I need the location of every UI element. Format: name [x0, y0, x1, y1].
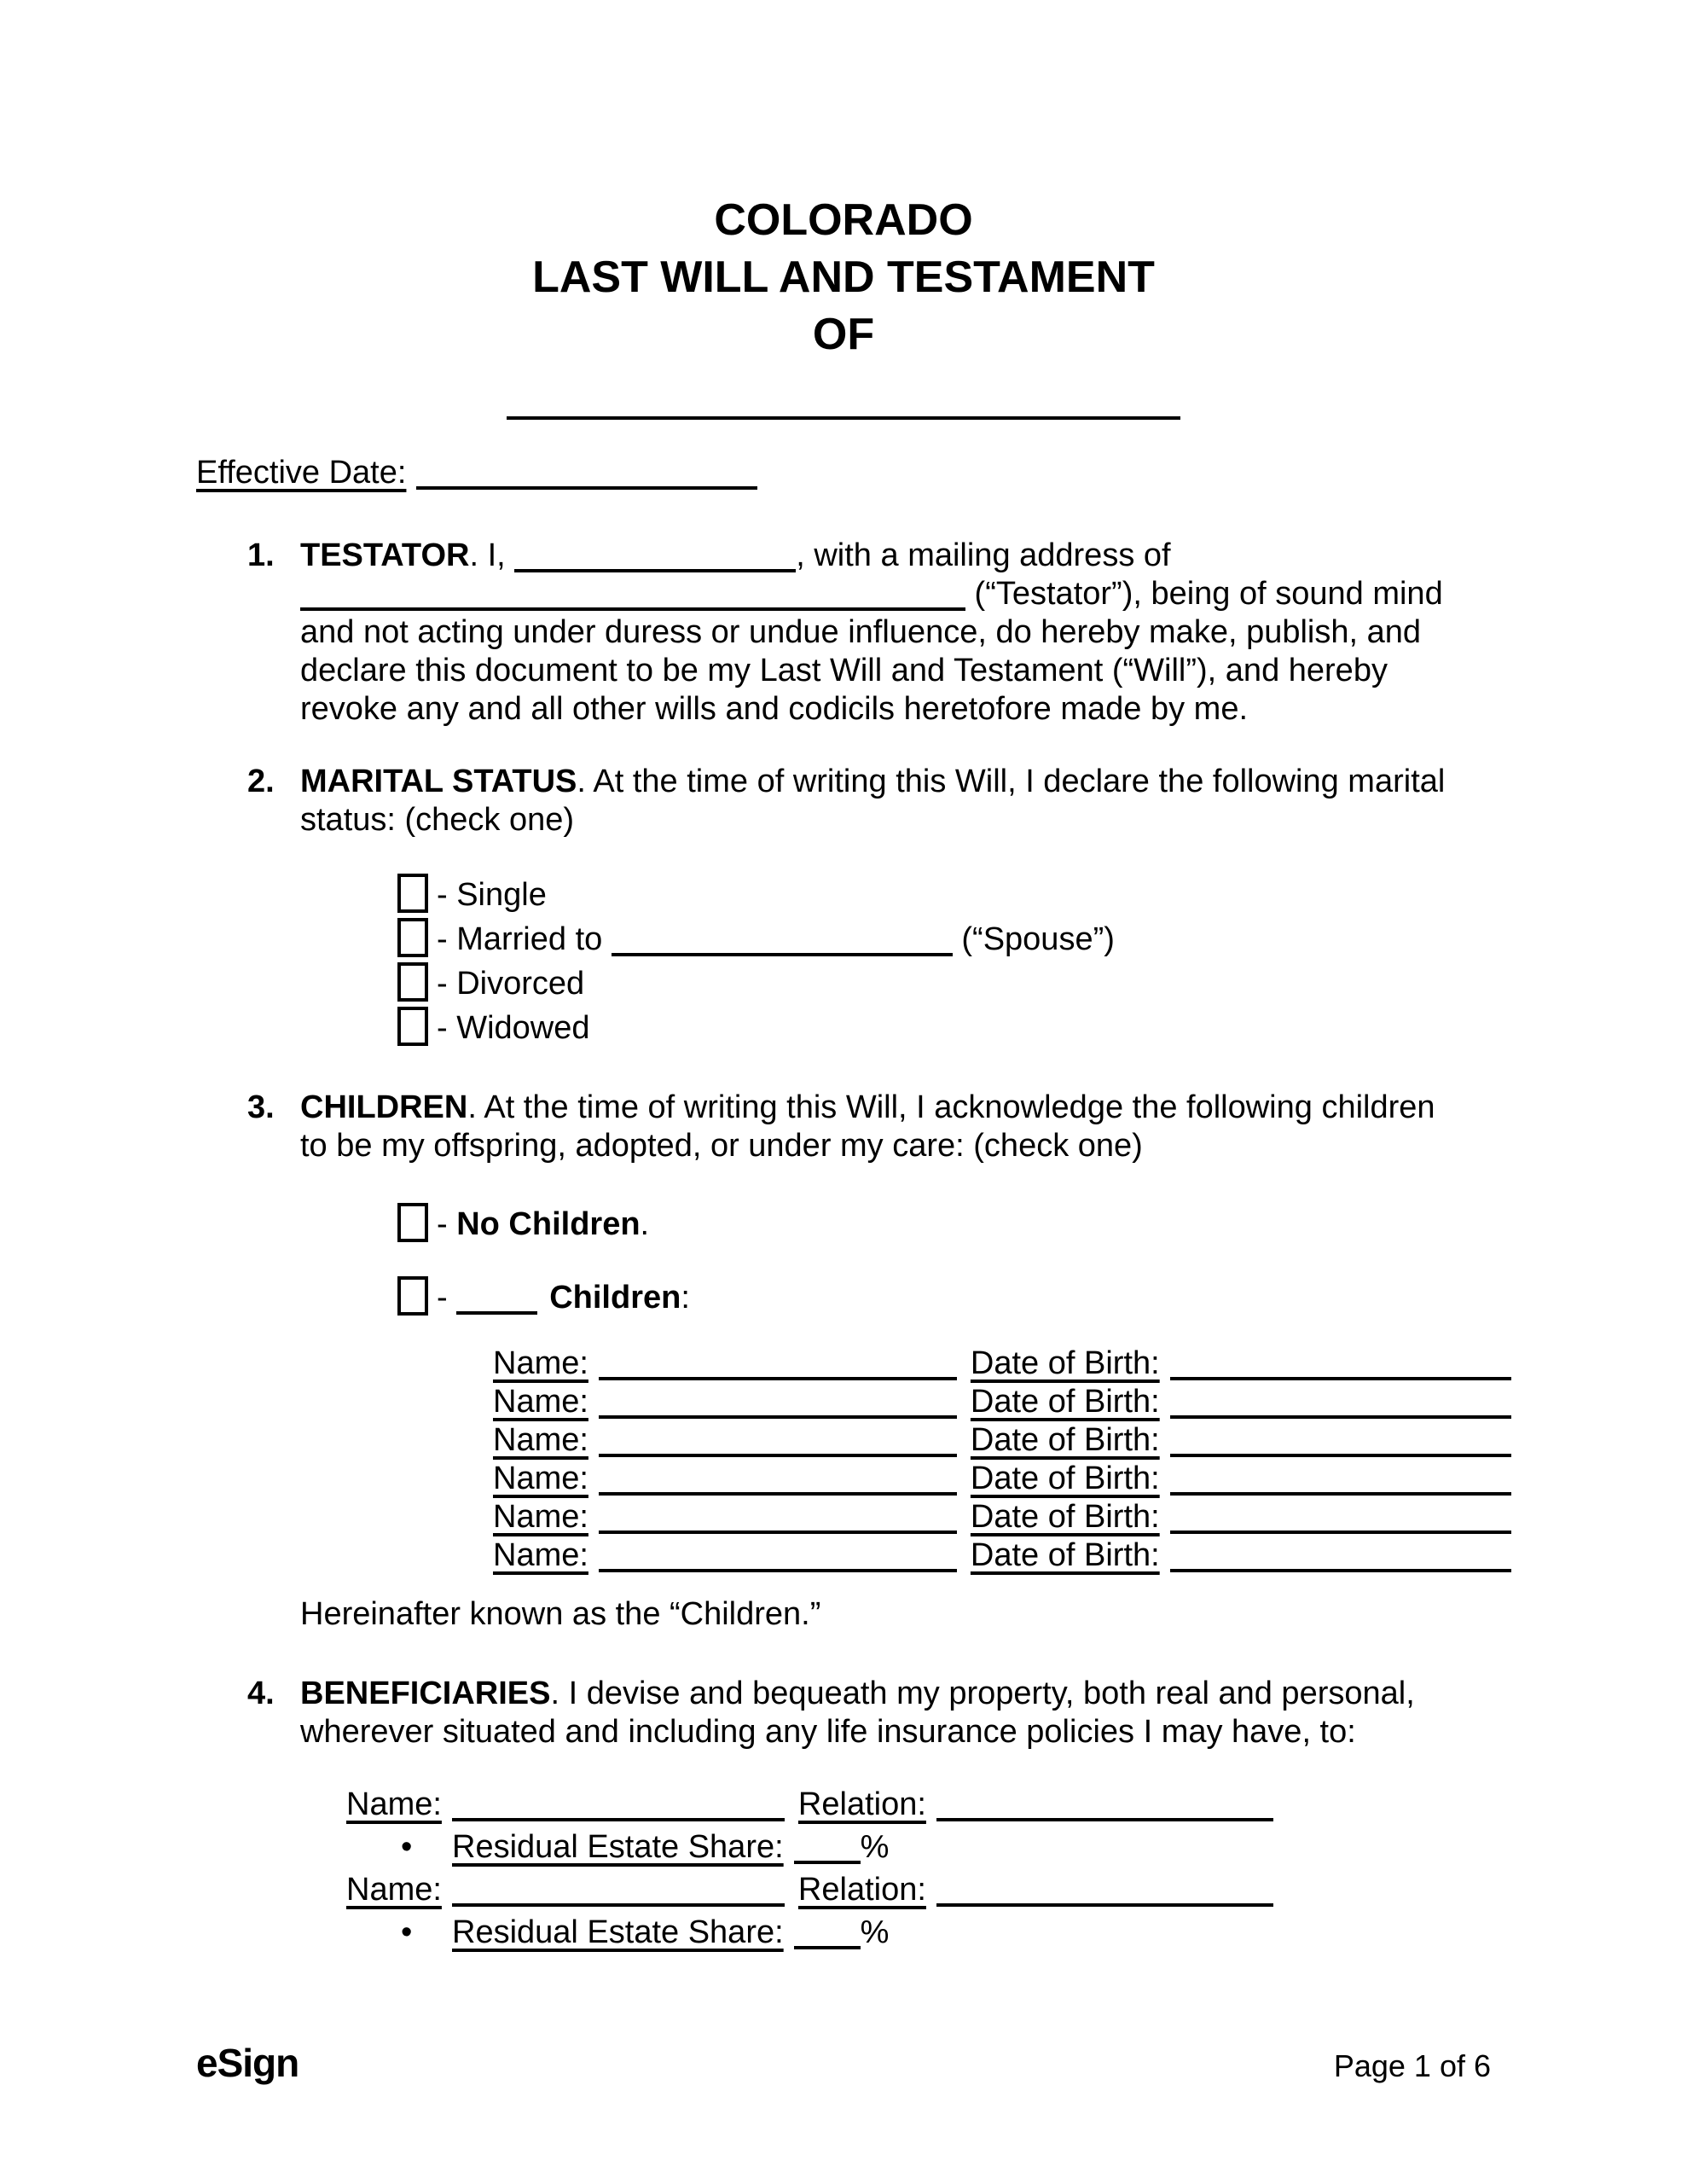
- marital-option-single: [397, 874, 1491, 918]
- beneficiary-relation-blank[interactable]: [936, 1873, 1273, 1907]
- child-dob-label: Date of Birth:: [970, 1461, 1160, 1496]
- spouse-label: (“Spouse”): [952, 921, 1115, 957]
- residual-share-label: Residual Estate Share:: [452, 1914, 784, 1950]
- child-row: [493, 1383, 1491, 1421]
- children-list: [493, 1345, 1491, 1575]
- child-name-blank[interactable]: [599, 1385, 957, 1419]
- section-3-heading: CHILDREN: [300, 1089, 468, 1125]
- child-row: [493, 1536, 1491, 1575]
- no-children-label: No Children: [456, 1206, 641, 1242]
- title-line-3: OF: [812, 310, 875, 359]
- children-count-dash: -: [437, 1280, 457, 1316]
- section-2-number: 2.: [247, 764, 275, 799]
- child-dob-blank[interactable]: [1170, 1538, 1511, 1572]
- child-name-blank[interactable]: [599, 1538, 957, 1572]
- child-name-blank[interactable]: [599, 1500, 957, 1534]
- residual-share-row: [346, 1914, 1491, 1956]
- marital-status-options: [397, 874, 1491, 1051]
- residual-share-blank[interactable]: [794, 1830, 861, 1864]
- no-children-period: .: [640, 1206, 650, 1242]
- section-1-text: declare this document to be my Last Will and Testament (“Will”), and hereby: [300, 653, 1388, 688]
- child-row: [493, 1498, 1491, 1536]
- document-title: [196, 192, 1491, 363]
- title-line-2: LAST WILL AND TESTAMENT: [532, 253, 1155, 302]
- spouse-name-blank[interactable]: [612, 922, 953, 956]
- single-checkbox[interactable]: [397, 874, 428, 913]
- child-dob-label: Date of Birth:: [970, 1499, 1160, 1535]
- beneficiary-name-label: Name:: [346, 1872, 442, 1908]
- effective-date-blank[interactable]: [416, 456, 757, 490]
- section-4-text: . I devise and bequeath my property, both real and personal,: [550, 1676, 1415, 1711]
- section-1-heading: TESTATOR: [300, 537, 470, 573]
- title-line-1: COLORADO: [714, 195, 973, 245]
- percent-sign: %: [860, 1914, 890, 1950]
- child-dob-blank[interactable]: [1170, 1423, 1511, 1457]
- child-row: [493, 1345, 1491, 1383]
- hereinafter-note: Hereinafter known as the “Children.”: [300, 1596, 821, 1632]
- section-1-text: and not acting under duress or undue influence, do hereby make, publish, and: [300, 614, 1422, 650]
- section-testator: [247, 537, 1491, 729]
- child-row: [493, 1460, 1491, 1498]
- residual-share-row: [346, 1828, 1491, 1871]
- child-name-label: Name:: [493, 1499, 588, 1535]
- beneficiaries-list: [346, 1786, 1491, 1956]
- section-4-number: 4.: [247, 1676, 275, 1711]
- child-name-label: Name:: [493, 1537, 588, 1573]
- divorced-label: - Divorced: [437, 966, 585, 1002]
- testator-title-name-blank[interactable]: [507, 386, 1180, 420]
- divorced-checkbox[interactable]: [397, 962, 428, 1002]
- children-count-colon: :: [681, 1280, 690, 1316]
- beneficiary-name-blank[interactable]: [452, 1873, 785, 1907]
- child-name-label: Name:: [493, 1384, 588, 1420]
- child-name-label: Name:: [493, 1422, 588, 1458]
- marital-option-divorced: [397, 962, 1491, 1007]
- section-beneficiaries: [247, 1675, 1491, 1751]
- bullet-icon: •: [401, 1914, 413, 1950]
- section-2-heading: MARITAL STATUS: [300, 764, 577, 799]
- residual-share-label: Residual Estate Share:: [452, 1829, 784, 1865]
- bullet-icon: •: [401, 1829, 413, 1865]
- children-count-label: Children: [549, 1280, 681, 1316]
- child-name-blank[interactable]: [599, 1346, 957, 1380]
- section-4-text: wherever situated and including any life insurance policies I may have, to:: [300, 1714, 1356, 1750]
- percent-sign: %: [860, 1829, 890, 1865]
- widowed-checkbox[interactable]: [397, 1007, 428, 1046]
- children-count-checkbox[interactable]: [397, 1276, 428, 1316]
- section-1-text: revoke any and all other wills and codicils heretofore made by me.: [300, 691, 1249, 727]
- section-children: [247, 1089, 1491, 1165]
- no-children-option: [397, 1203, 1491, 1247]
- section-1-text: (“Testator”), being of sound mind: [965, 576, 1443, 612]
- child-dob-label: Date of Birth:: [970, 1537, 1160, 1573]
- children-count-option: [397, 1276, 1491, 1321]
- child-name-label: Name:: [493, 1345, 588, 1381]
- child-dob-label: Date of Birth:: [970, 1384, 1160, 1420]
- section-3-number: 3.: [247, 1089, 275, 1125]
- child-dob-blank[interactable]: [1170, 1461, 1511, 1496]
- single-label: - Single: [437, 877, 547, 913]
- no-children-checkbox[interactable]: [397, 1203, 428, 1242]
- section-1-text: , with a mailing address of: [796, 537, 1171, 573]
- child-name-blank[interactable]: [599, 1423, 957, 1457]
- beneficiary-name-label: Name:: [346, 1786, 442, 1822]
- child-dob-label: Date of Birth:: [970, 1345, 1160, 1381]
- beneficiary-relation-label: Relation:: [797, 1872, 926, 1908]
- residual-share-blank[interactable]: [794, 1915, 861, 1949]
- child-dob-blank[interactable]: [1170, 1385, 1511, 1419]
- beneficiary-name-blank[interactable]: [452, 1787, 785, 1821]
- brand-logo: eSign: [196, 2041, 299, 2085]
- page-footer: [196, 2041, 1491, 2085]
- effective-date-row: [196, 454, 1491, 492]
- section-2-text: . At the time of writing this Will, I declare the following marital: [577, 764, 1446, 799]
- child-row: [493, 1421, 1491, 1460]
- section-marital-status: [247, 763, 1491, 839]
- section-3-text: to be my offspring, adopted, or under my care: (check one): [300, 1128, 1143, 1164]
- section-4-heading: BENEFICIARIES: [300, 1676, 551, 1711]
- testator-title-name-row: [196, 384, 1491, 425]
- child-dob-blank[interactable]: [1170, 1500, 1511, 1534]
- testator-name-blank[interactable]: [514, 538, 796, 572]
- section-2-text: status: (check one): [300, 802, 575, 838]
- beneficiary-relation-label: Relation:: [797, 1786, 926, 1822]
- marital-option-widowed: [397, 1007, 1491, 1051]
- section-1-number: 1.: [247, 537, 275, 573]
- beneficiary-row: [346, 1871, 1491, 1914]
- marital-option-married: [397, 918, 1491, 962]
- married-checkbox[interactable]: [397, 918, 428, 957]
- no-children-dash: -: [437, 1206, 457, 1242]
- page-indicator: Page 1 of 6: [1333, 2048, 1491, 2083]
- child-dob-label: Date of Birth:: [970, 1422, 1160, 1458]
- mailing-address-blank[interactable]: [300, 577, 965, 611]
- child-dob-blank[interactable]: [1170, 1346, 1511, 1380]
- married-label: - Married to: [437, 921, 612, 957]
- children-count-blank[interactable]: [456, 1281, 537, 1315]
- effective-date-label: Effective Date:: [196, 455, 407, 491]
- child-name-blank[interactable]: [599, 1461, 957, 1496]
- beneficiary-relation-blank[interactable]: [936, 1787, 1273, 1821]
- widowed-label: - Widowed: [437, 1010, 590, 1046]
- section-3-text: . At the time of writing this Will, I acknowledge the following children: [467, 1089, 1435, 1125]
- section-1-text: . I,: [469, 537, 515, 573]
- child-name-label: Name:: [493, 1461, 588, 1496]
- beneficiary-row: [346, 1786, 1491, 1828]
